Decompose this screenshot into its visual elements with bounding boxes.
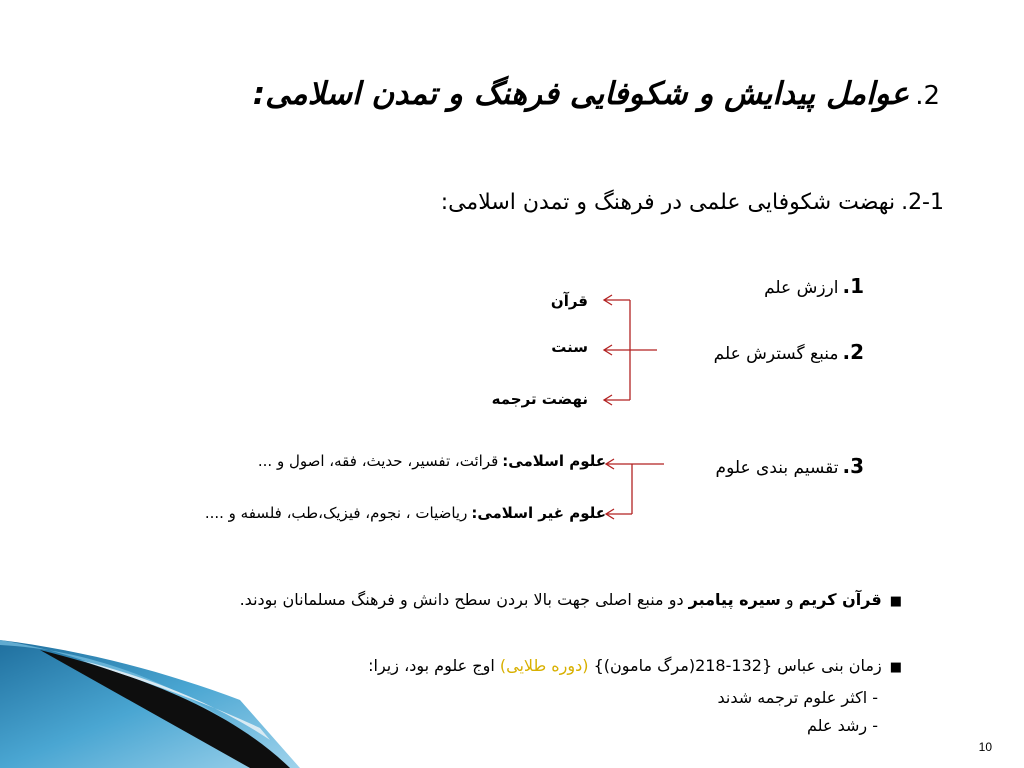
section-heading xyxy=(441,190,944,215)
bullet-text-era: زمان بنی عباس {132-218(مرگ مامون)} xyxy=(593,656,882,675)
category-text: قرائت، تفسیر، حدیث، فقه، اصول و ... xyxy=(257,452,499,470)
category-islamic-sciences xyxy=(258,452,606,470)
page-number: 10 xyxy=(978,740,992,754)
bullet-marker: ■ xyxy=(889,594,902,609)
item-value-of-science xyxy=(764,274,864,298)
category-label: علوم اسلامی: xyxy=(502,452,606,470)
item-label: منبع گسترش علم xyxy=(713,344,839,364)
item-label: ارزش علم xyxy=(764,278,839,298)
section-number: 2-1. xyxy=(901,190,944,215)
source-quran: قرآن xyxy=(550,292,588,310)
item-number: 1. xyxy=(842,274,864,298)
bullet-sub-translated: - اکثر علوم ترجمه شدند xyxy=(717,688,878,707)
item-classification xyxy=(716,454,864,478)
title-number: 2. xyxy=(915,81,940,111)
item-source-of-spread xyxy=(714,340,864,364)
category-non-islamic-sciences xyxy=(205,504,606,522)
source-translation-movement: نهضت ترجمه xyxy=(491,390,588,408)
bullet-abbasid xyxy=(368,656,902,675)
item-number: 2. xyxy=(842,340,864,364)
bullet-text-prophet: سیره پیامبر xyxy=(688,590,781,609)
bullet-marker: ■ xyxy=(889,660,902,675)
source-sunnah: سنت xyxy=(551,338,588,356)
item-label: تقسیم بندی علوم xyxy=(715,458,839,478)
title-text: عوامل پیدایش و شکوفایی فرهنگ و تمدن اسلامی: xyxy=(252,76,910,112)
golden-age-label: (دوره طلایی) xyxy=(499,656,589,675)
bullet-text-quran: قرآن کریم xyxy=(798,590,882,609)
bullet-text-and: و xyxy=(785,590,794,609)
slide-title xyxy=(253,76,940,112)
bullet-sub-growth: - رشد علم xyxy=(807,716,878,735)
section-text: نهضت شکوفایی علمی در فرهنگ و تمدن اسلامی: xyxy=(440,190,896,215)
item-number: 3. xyxy=(842,454,864,478)
category-label: علوم غیر اسلامی: xyxy=(471,504,606,522)
category-text: ریاضیات ، نجوم، فیزیک،طب، فلسفه و .... xyxy=(204,504,468,522)
bullet-sources xyxy=(240,590,902,609)
bullet-text-rest: دو منبع اصلی جهت بالا بردن سطح دانش و فرهنگ مسلمانان بودند. xyxy=(239,590,684,609)
bullet-text-peak: اوج علوم بود، زیرا: xyxy=(368,656,495,675)
